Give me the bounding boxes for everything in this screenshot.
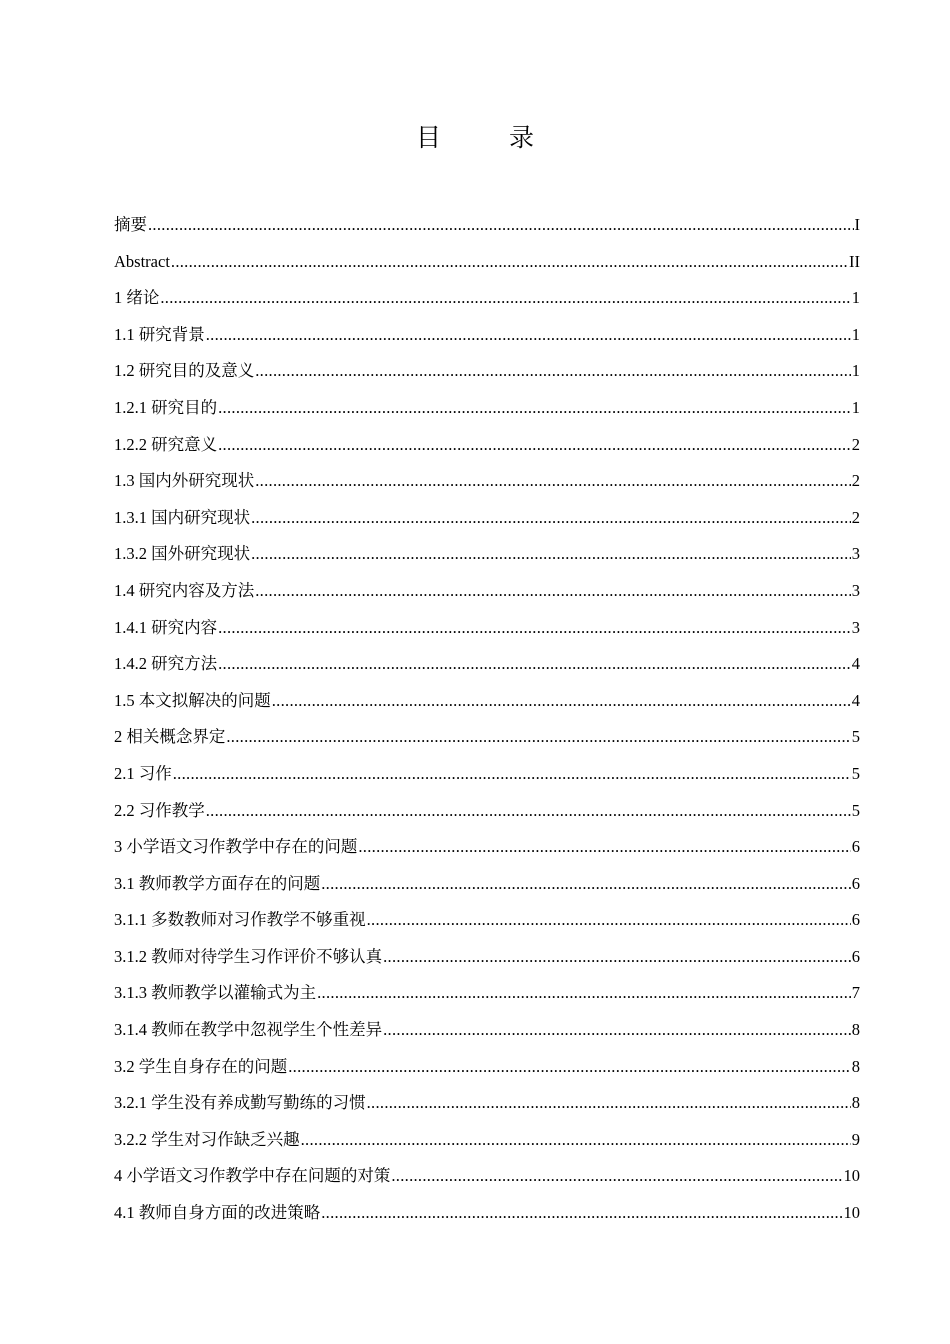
toc-entry-page: 5 (851, 727, 860, 747)
toc-entry[interactable] (114, 719, 860, 756)
toc-entry[interactable] (114, 463, 860, 500)
toc-entry-label: 3.1.2 教师对待学生习作评价不够认真 (114, 946, 383, 966)
toc-entry-label: 1.2.1 研究目的 (114, 397, 218, 417)
dot-leader (391, 1158, 842, 1195)
dot-leader (317, 975, 851, 1012)
toc-entry-label: 3.2.1 学生没有养成勤写勤练的习惯 (114, 1093, 366, 1113)
dot-leader (255, 573, 851, 610)
toc-entry[interactable] (114, 280, 860, 317)
toc-entry-label: 3.2 学生自身存在的问题 (114, 1056, 288, 1076)
dot-leader (358, 829, 850, 866)
dot-leader (226, 719, 850, 756)
toc-entry[interactable] (114, 390, 860, 427)
toc-entry-label: 1.5 本文拟解决的问题 (114, 690, 271, 710)
toc-entry-page: 8 (851, 1020, 860, 1040)
dot-leader (218, 427, 851, 464)
toc-entry-page: 2 (851, 507, 860, 527)
toc-entry-page: 4 (851, 654, 860, 674)
toc-list (114, 207, 860, 1232)
toc-entry-page: 1 (851, 324, 860, 344)
dot-leader (367, 1085, 851, 1122)
dot-leader (301, 1122, 851, 1159)
dot-leader (272, 683, 851, 720)
toc-entry-label: 2.1 习作 (114, 763, 172, 783)
toc-entry-page: 6 (851, 946, 860, 966)
page-title: 目 录 (416, 123, 564, 152)
dot-leader (255, 463, 851, 500)
toc-entry-label: 3.1.3 教师教学以灌输式为主 (114, 983, 317, 1003)
toc-entry-label: 4 小学语文习作教学中存在问题的对策 (114, 1166, 391, 1186)
toc-entry-page: 9 (851, 1129, 860, 1149)
dot-leader (321, 1195, 842, 1232)
toc-entry-label: 2 相关概念界定 (114, 727, 226, 747)
toc-entry[interactable] (114, 902, 860, 939)
toc-entry[interactable] (114, 756, 860, 793)
toc-entry[interactable] (114, 427, 860, 464)
dot-leader (160, 280, 850, 317)
dot-leader (218, 646, 851, 683)
dot-leader (255, 353, 851, 390)
toc-entry-label: 2.2 习作教学 (114, 800, 205, 820)
toc-entry[interactable] (114, 610, 860, 647)
toc-entry-page: 6 (851, 873, 860, 893)
toc-entry-page: 8 (851, 1056, 860, 1076)
dot-leader (206, 793, 851, 830)
toc-entry[interactable] (114, 207, 860, 244)
toc-entry[interactable] (114, 353, 860, 390)
toc-entry-page: 3 (851, 580, 860, 600)
dot-leader (321, 866, 851, 903)
toc-entry-label: 3 小学语文习作教学中存在的问题 (114, 837, 358, 857)
toc-entry-label: 3.1 教师教学方面存在的问题 (114, 873, 321, 893)
toc-entry-label: 1.3.1 国内研究现状 (114, 507, 251, 527)
toc-entry-label: 4.1 教师自身方面的改进策略 (114, 1203, 321, 1223)
toc-entry-page: 10 (843, 1166, 860, 1186)
dot-leader (383, 939, 851, 976)
dot-leader (173, 756, 851, 793)
toc-entry-label: 1.2 研究目的及意义 (114, 361, 255, 381)
toc-entry-label: 3.2.2 学生对习作缺乏兴趣 (114, 1129, 300, 1149)
toc-entry-page: 5 (851, 763, 860, 783)
dot-leader (206, 317, 851, 354)
dot-leader (171, 244, 848, 281)
toc-entry-page: 5 (851, 800, 860, 820)
toc-entry-label: Abstract (114, 251, 170, 271)
toc-entry-label: 摘要 (114, 215, 147, 234)
toc-entry-page: 6 (851, 837, 860, 857)
toc-entry[interactable] (114, 939, 860, 976)
toc-entry[interactable] (114, 317, 860, 354)
toc-entry-page: 4 (851, 690, 860, 710)
toc-entry-page: 3 (851, 544, 860, 564)
toc-entry-page: 2 (851, 471, 860, 491)
toc-entry-page: 1 (851, 361, 860, 381)
toc-entry-label: 1.4.1 研究内容 (114, 617, 218, 637)
toc-entry[interactable] (114, 683, 860, 720)
toc-entry[interactable] (114, 1195, 860, 1232)
toc-entry[interactable] (114, 829, 860, 866)
dot-leader (367, 902, 851, 939)
toc-entry[interactable] (114, 1158, 860, 1195)
toc-entry-page: 10 (843, 1203, 860, 1223)
toc-entry[interactable] (114, 866, 860, 903)
toc-entry-page: 7 (851, 983, 860, 1003)
toc-entry-label: 1.1 研究背景 (114, 324, 205, 344)
dot-leader (383, 1012, 851, 1049)
toc-entry[interactable] (114, 1085, 860, 1122)
toc-entry-label: 1.4.2 研究方法 (114, 654, 218, 674)
dot-leader (288, 1049, 851, 1086)
toc-entry[interactable] (114, 536, 860, 573)
toc-entry-label: 1 绪论 (114, 288, 160, 308)
dot-leader (251, 536, 851, 573)
toc-entry-label: 1.2.2 研究意义 (114, 434, 218, 454)
toc-entry-page: 6 (851, 910, 860, 930)
toc-entry-page: 3 (851, 617, 860, 637)
toc-entry-page: 2 (851, 434, 860, 454)
toc-entry[interactable] (114, 1049, 860, 1086)
toc-entry[interactable] (114, 573, 860, 610)
toc-entry[interactable] (114, 975, 860, 1012)
dot-leader (218, 610, 851, 647)
toc-entry-page: II (849, 251, 860, 271)
toc-entry[interactable] (114, 793, 860, 830)
dot-leader (218, 390, 851, 427)
toc-entry-page: 8 (851, 1093, 860, 1113)
toc-entry-label: 1.3.2 国外研究现状 (114, 544, 251, 564)
toc-entry-page: 1 (851, 288, 860, 308)
toc-entry-page: 1 (851, 397, 860, 417)
toc-entry[interactable] (114, 1122, 860, 1159)
toc-entry[interactable] (114, 244, 860, 281)
toc-entry-label: 3.1.1 多数教师对习作教学不够重视 (114, 910, 366, 930)
toc-entry-label: 3.1.4 教师在教学中忽视学生个性差异 (114, 1020, 383, 1040)
toc-entry[interactable] (114, 500, 860, 537)
dot-leader (251, 500, 851, 537)
dot-leader (148, 207, 854, 244)
toc-entry-label: 1.4 研究内容及方法 (114, 580, 255, 600)
toc-entry[interactable] (114, 1012, 860, 1049)
toc-entry-page: I (854, 215, 860, 234)
toc-entry[interactable] (114, 646, 860, 683)
toc-entry-label: 1.3 国内外研究现状 (114, 471, 255, 491)
